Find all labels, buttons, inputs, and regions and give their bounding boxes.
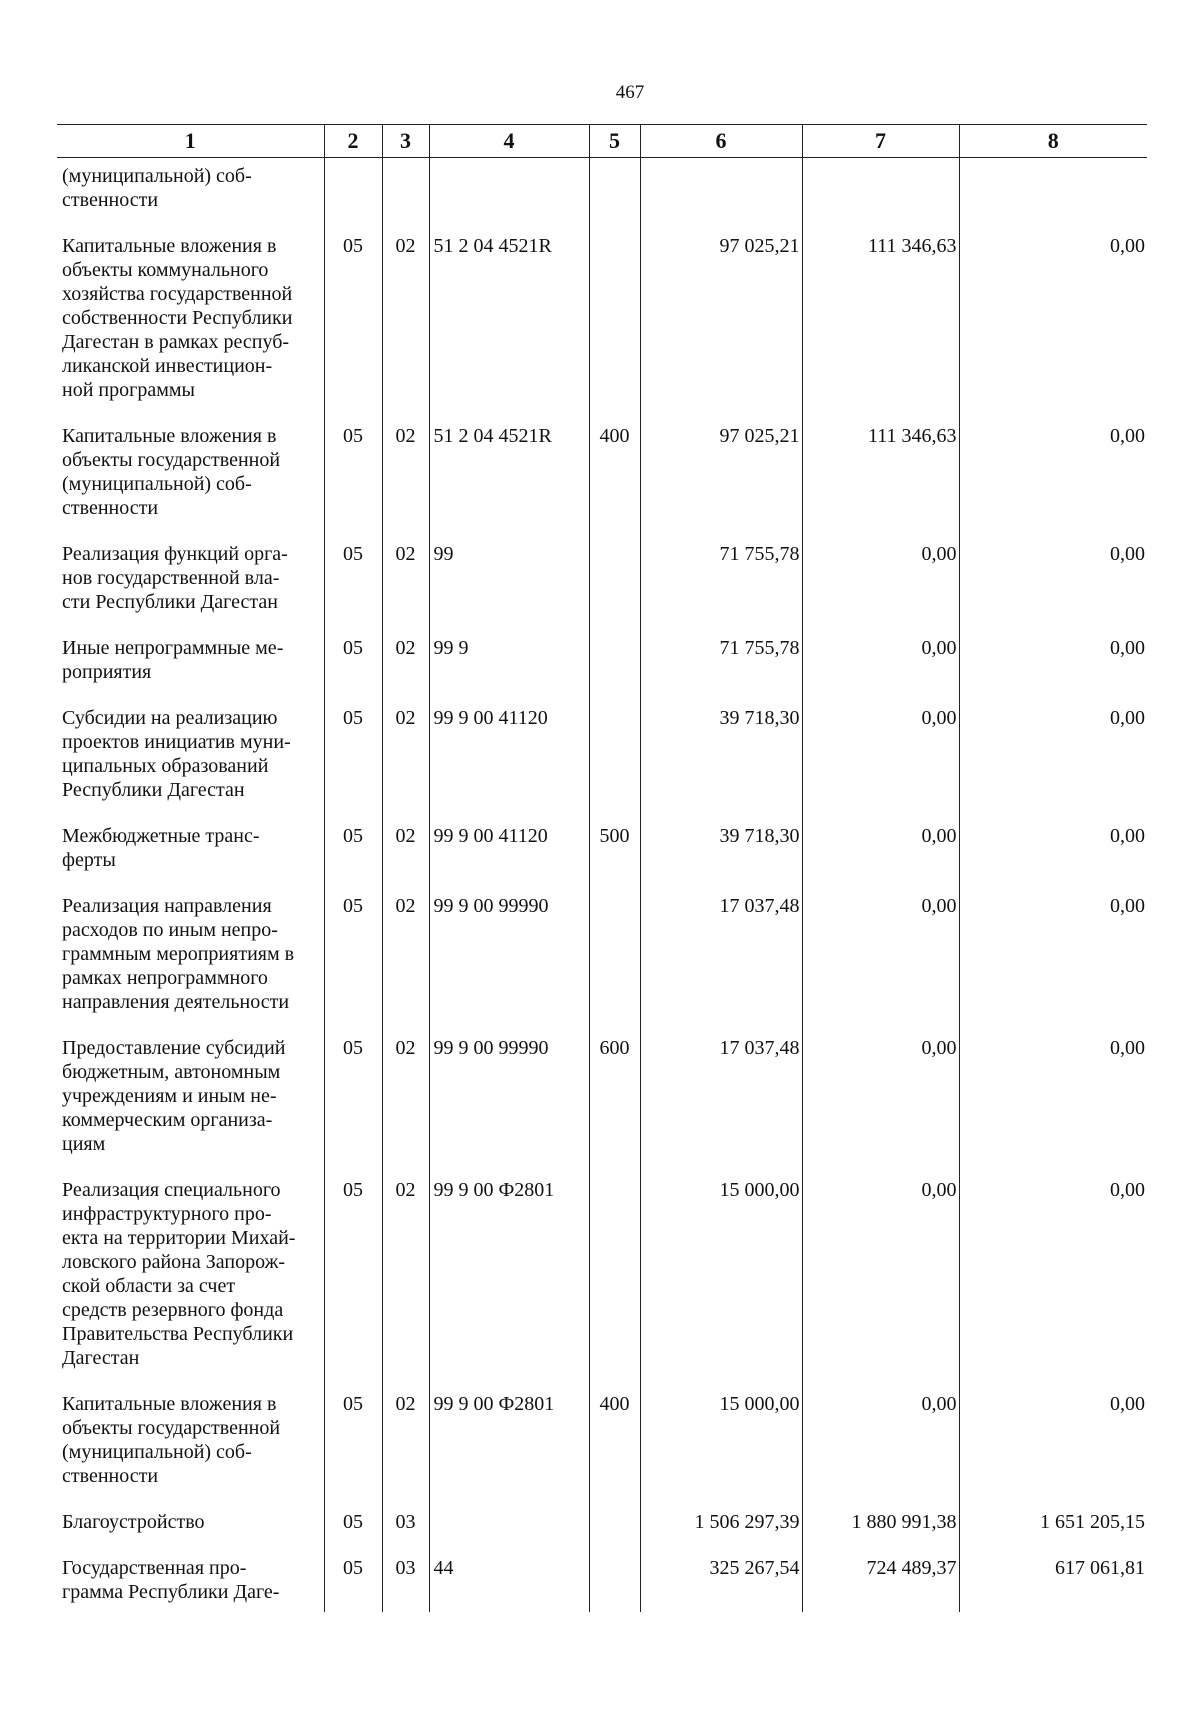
table-row bbox=[57, 820, 1147, 890]
expense-type-code: 600 bbox=[589, 1032, 640, 1174]
expense-type-code bbox=[589, 230, 640, 420]
page-number: 467 bbox=[615, 82, 645, 103]
amount-col-8: 617 061,81 bbox=[959, 1552, 1147, 1612]
amount-col-6: 97 025,21 bbox=[640, 230, 802, 420]
target-article-code: 99 9 00 Ф2801 bbox=[429, 1174, 589, 1388]
table-row bbox=[57, 158, 1147, 231]
amount-col-8: 0,00 bbox=[959, 890, 1147, 1032]
section-code: 05 bbox=[324, 1032, 382, 1174]
amount-col-8: 0,00 bbox=[959, 1032, 1147, 1174]
expense-type-code bbox=[589, 158, 640, 231]
amount-col-6: 325 267,54 bbox=[640, 1552, 802, 1612]
item-name: Реализация функций орга- нов государственной вла- сти Республики Дагестан bbox=[62, 543, 288, 613]
amount-col-8: 0,00 bbox=[959, 230, 1147, 420]
section-code: 05 bbox=[324, 1174, 382, 1388]
subsection-code bbox=[382, 158, 429, 231]
amount-col-6: 17 037,48 bbox=[640, 890, 802, 1032]
target-article-code: 99 9 00 99990 bbox=[429, 890, 589, 1032]
target-article-code: 99 9 00 41120 bbox=[429, 820, 589, 890]
column-header-2: 2 bbox=[324, 125, 382, 158]
target-article-code: 99 9 00 Ф2801 bbox=[429, 1388, 589, 1506]
amount-col-7: 0,00 bbox=[802, 632, 959, 702]
expense-type-code: 400 bbox=[589, 1388, 640, 1506]
item-name: Благоустройство bbox=[62, 1511, 205, 1533]
item-name: Государственная про- грамма Республики Даге- bbox=[62, 1557, 280, 1603]
subsection-code: 02 bbox=[382, 538, 429, 632]
amount-col-7: 0,00 bbox=[802, 1174, 959, 1388]
table-row bbox=[57, 230, 1147, 420]
expense-type-code bbox=[589, 1552, 640, 1612]
item-name: Реализация направления расходов по иным непро- граммным мероприятиям в рамках непрограммного направления деятельности bbox=[62, 895, 295, 1013]
table-row bbox=[57, 538, 1147, 632]
table-row bbox=[57, 632, 1147, 702]
expense-type-code bbox=[589, 1506, 640, 1552]
amount-col-8: 0,00 bbox=[959, 420, 1147, 538]
amount-col-6: 39 718,30 bbox=[640, 820, 802, 890]
section-code: 05 bbox=[324, 702, 382, 820]
target-article-code: 44 bbox=[429, 1552, 589, 1612]
header-row bbox=[57, 125, 1147, 158]
amount-col-7: 111 346,63 bbox=[802, 420, 959, 538]
table-row bbox=[57, 1174, 1147, 1388]
item-name: Субсидии на реализацию проектов инициатив муни- ципальных образований Республики Дагестан bbox=[62, 707, 291, 801]
subsection-code: 03 bbox=[382, 1552, 429, 1612]
table-row bbox=[57, 1388, 1147, 1506]
amount-col-6: 1 506 297,39 bbox=[640, 1506, 802, 1552]
expense-type-code bbox=[589, 890, 640, 1032]
subsection-code: 02 bbox=[382, 1032, 429, 1174]
table-row bbox=[57, 420, 1147, 538]
subsection-code: 02 bbox=[382, 632, 429, 702]
table-row bbox=[57, 1506, 1147, 1552]
item-name: Межбюджетные транс- ферты bbox=[62, 825, 260, 871]
amount-col-8: 0,00 bbox=[959, 632, 1147, 702]
section-code: 05 bbox=[324, 1388, 382, 1506]
subsection-code: 02 bbox=[382, 702, 429, 820]
budget-table bbox=[57, 124, 1147, 1612]
subsection-code: 02 bbox=[382, 1388, 429, 1506]
amount-col-7: 0,00 bbox=[802, 702, 959, 820]
column-header-5: 5 bbox=[589, 125, 640, 158]
amount-col-7 bbox=[802, 158, 959, 231]
column-header-8: 8 bbox=[959, 125, 1147, 158]
amount-col-8: 0,00 bbox=[959, 702, 1147, 820]
amount-col-6: 17 037,48 bbox=[640, 1032, 802, 1174]
amount-col-7: 0,00 bbox=[802, 820, 959, 890]
amount-col-7: 0,00 bbox=[802, 1032, 959, 1174]
item-name: (муниципальной) соб- ственности bbox=[62, 165, 252, 211]
target-article-code: 51 2 04 4521R bbox=[429, 230, 589, 420]
item-name: Предоставление субсидий бюджетным, автономным учреждениям и иным не- коммерческим организа- циям bbox=[62, 1037, 286, 1155]
amount-col-8: 1 651 205,15 bbox=[959, 1506, 1147, 1552]
column-header-4: 4 bbox=[429, 125, 589, 158]
amount-col-7: 0,00 bbox=[802, 1388, 959, 1506]
amount-col-6: 97 025,21 bbox=[640, 420, 802, 538]
expense-type-code bbox=[589, 1174, 640, 1388]
target-article-code: 99 9 bbox=[429, 632, 589, 702]
amount-col-6 bbox=[640, 158, 802, 231]
subsection-code: 02 bbox=[382, 820, 429, 890]
amount-col-7: 724 489,37 bbox=[802, 1552, 959, 1612]
expense-type-code bbox=[589, 702, 640, 820]
table-row bbox=[57, 702, 1147, 820]
section-code bbox=[324, 158, 382, 231]
amount-col-6: 71 755,78 bbox=[640, 538, 802, 632]
item-name: Капитальные вложения в объекты коммунального хозяйства государственной собственности Республики Дагестан в рамках респуб- ликанской инвестицион- ной программы bbox=[62, 235, 293, 401]
amount-col-7: 1 880 991,38 bbox=[802, 1506, 959, 1552]
amount-col-6: 39 718,30 bbox=[640, 702, 802, 820]
item-name: Иные непрограммные ме- роприятия bbox=[62, 637, 284, 683]
column-header-3: 3 bbox=[382, 125, 429, 158]
item-name: Реализация специального инфраструктурного про- екта на территории Михай- ловского района Запорож- ской области за счет средств резервного фонда Правительства Республики Дагестан bbox=[62, 1179, 296, 1369]
expense-type-code: 400 bbox=[589, 420, 640, 538]
expense-type-code: 500 bbox=[589, 820, 640, 890]
section-code: 05 bbox=[324, 230, 382, 420]
amount-col-6: 15 000,00 bbox=[640, 1388, 802, 1506]
target-article-code: 51 2 04 4521R bbox=[429, 420, 589, 538]
amount-col-8 bbox=[959, 158, 1147, 231]
subsection-code: 02 bbox=[382, 1174, 429, 1388]
expense-type-code bbox=[589, 538, 640, 632]
item-name: Капитальные вложения в объекты государственной (муниципальной) соб- ственности bbox=[62, 1393, 281, 1487]
section-code: 05 bbox=[324, 632, 382, 702]
column-header-7: 7 bbox=[802, 125, 959, 158]
section-code: 05 bbox=[324, 1552, 382, 1612]
section-code: 05 bbox=[324, 420, 382, 538]
subsection-code: 02 bbox=[382, 420, 429, 538]
target-article-code bbox=[429, 158, 589, 231]
amount-col-8: 0,00 bbox=[959, 1388, 1147, 1506]
target-article-code: 99 9 00 41120 bbox=[429, 702, 589, 820]
expense-type-code bbox=[589, 632, 640, 702]
table-row bbox=[57, 1032, 1147, 1174]
subsection-code: 02 bbox=[382, 230, 429, 420]
target-article-code: 99 9 00 99990 bbox=[429, 1032, 589, 1174]
subsection-code: 03 bbox=[382, 1506, 429, 1552]
section-code: 05 bbox=[324, 890, 382, 1032]
amount-col-7: 0,00 bbox=[802, 538, 959, 632]
table-row bbox=[57, 1552, 1147, 1612]
amount-col-8: 0,00 bbox=[959, 538, 1147, 632]
amount-col-8: 0,00 bbox=[959, 1174, 1147, 1388]
amount-col-8: 0,00 bbox=[959, 820, 1147, 890]
amount-col-6: 15 000,00 bbox=[640, 1174, 802, 1388]
section-code: 05 bbox=[324, 820, 382, 890]
item-name: Капитальные вложения в объекты государственной (муниципальной) соб- ственности bbox=[62, 425, 281, 519]
amount-col-7: 0,00 bbox=[802, 890, 959, 1032]
section-code: 05 bbox=[324, 538, 382, 632]
target-article-code: 99 bbox=[429, 538, 589, 632]
subsection-code: 02 bbox=[382, 890, 429, 1032]
section-code: 05 bbox=[324, 1506, 382, 1552]
amount-col-7: 111 346,63 bbox=[802, 230, 959, 420]
table-row bbox=[57, 890, 1147, 1032]
column-header-6: 6 bbox=[640, 125, 802, 158]
target-article-code bbox=[429, 1506, 589, 1552]
column-header-1: 1 bbox=[57, 125, 324, 158]
amount-col-6: 71 755,78 bbox=[640, 632, 802, 702]
